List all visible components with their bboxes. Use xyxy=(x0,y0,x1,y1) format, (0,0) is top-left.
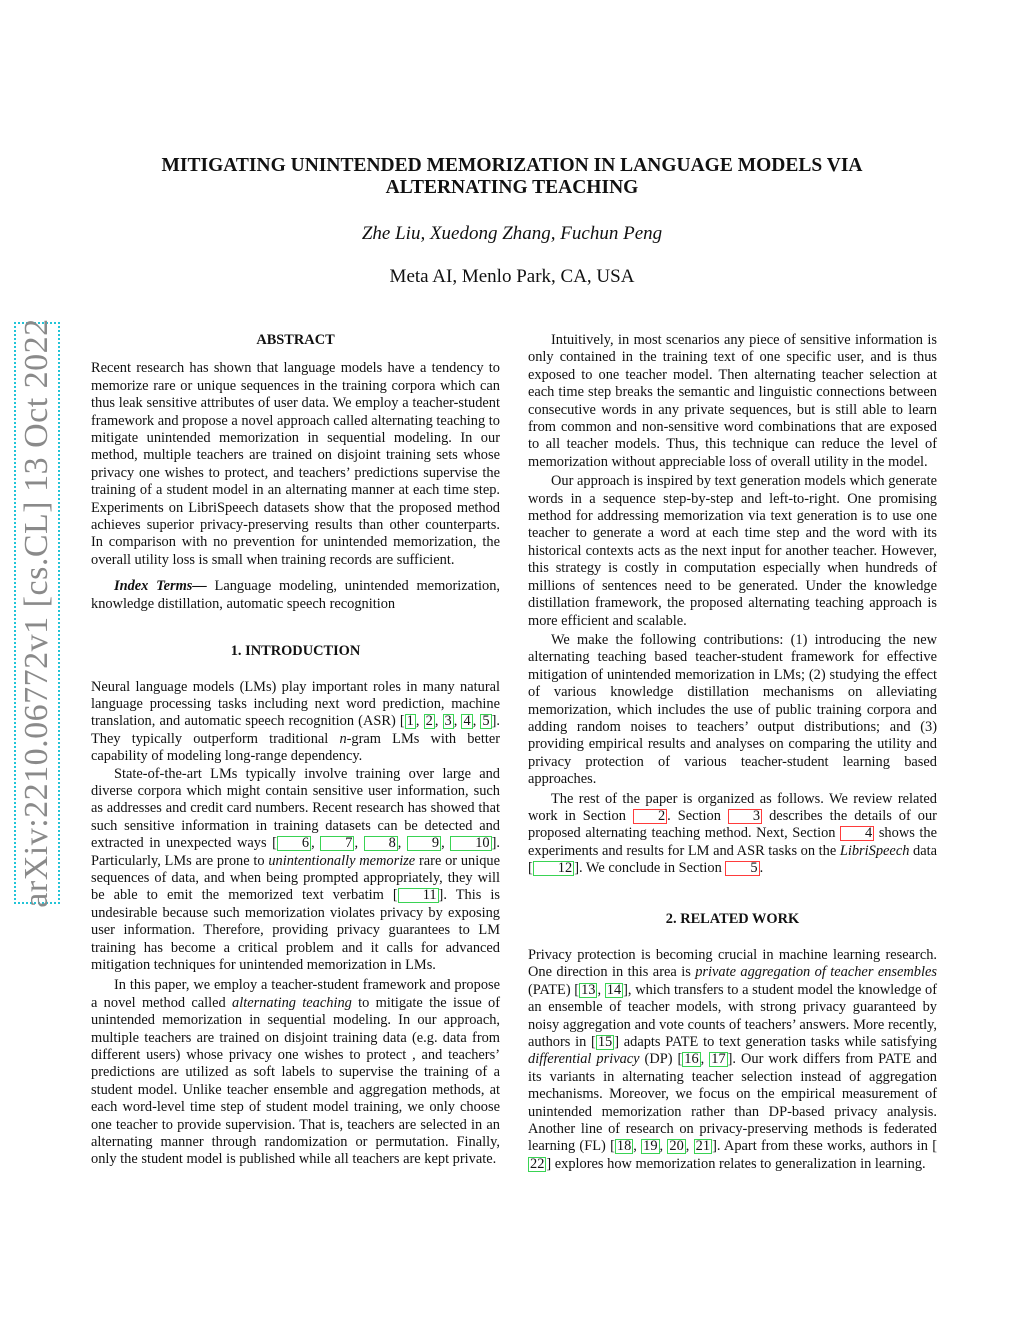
intro-heading: 1. INTRODUCTION xyxy=(230,643,361,660)
intro-paragraph-3: In this paper, we employ a teacher-student framework and propose a novel method called alternating teaching to mitigate the issue of unintended memorization in sequential modeling. In our approach, multiple teachers are trained on disjoint training data (e.g. data from different users) whose privacy one wishes to protect , and teachers’ predictions are utilized as soft labels to supervise the training of a student model. Unlike teacher ensemble and aggregation methods, at each word-level time step of student model training, we only choose one teacher to provide supervision. That is, teachers are selected in an alternating manner through randomization or permutation. Finally, only the student model is published while all teachers are kept private. xyxy=(91,977,501,1168)
citation-link[interactable]: 6 xyxy=(277,836,311,851)
right-column xyxy=(528,332,937,1173)
intro-paragraph-4: Intuitively, in most scenarios any piece of sensitive information is only contained in the training text of one specific user, and is thus exposed to one teacher model. Then alternating teacher selection at each time step breaks the semantic and linguistic connections between consecutive words in any private sequences, but is still able to learn from common and non-sensitive word combinations that are exposed to all teacher models. Thus, this technique can reduce the level of memorization without appreciable loss of overall utility in the model. xyxy=(528,332,937,470)
affiliation: Meta AI, Menlo Park, CA, USA xyxy=(389,266,635,287)
section-link[interactable]: 2 xyxy=(633,809,667,824)
citation-link[interactable]: 19 xyxy=(643,1138,658,1155)
arxiv-stamp xyxy=(14,318,60,908)
intro-paragraph-2: State-of-the-art LMs typically involve training over large and diverse corpora which might contain sensitive user information, such as addresses and credit card numbers. Recent research has showed that such sensitive information in training datasets can be detected and extracted in unexpected ways [ 6 , 7 , 8 , 9 , 10 ]. Particularly, LMs are prone to unintentionally memorize rare or unique sequences of data, and when being prompted appropriately, they will be able to emit the memorized text verbatim [ 11 ]. This is undesirable because such memorization violates privacy by exposing user information. Therefore, providing privacy guarantees to LM training has become a critical problem and it calls for advanced mitigation techniques for unintended memorization in LMs. xyxy=(91,765,501,973)
intro-paragraph-1: Neural language models (LMs) play important roles in many natural language processing tasks including next word prediction, machine translation, and automatic speech recognition (ASR) [ 1 , 2 , 3 , 4 , 5 ]. They typically outperform traditional n-gram LMs with better capability of modeling long-range dependency. xyxy=(91,678,501,765)
related-work-heading: 2. RELATED WORK xyxy=(665,910,800,927)
section-link[interactable]: 5 xyxy=(725,861,759,876)
citation-link[interactable]: 21 xyxy=(695,1138,711,1155)
citation-link[interactable]: 10 xyxy=(450,836,491,851)
title-line-2: ALTERNATING TEACHING xyxy=(385,177,639,198)
citation-link[interactable]: 7 xyxy=(320,836,354,851)
title-line-1: MITIGATING UNINTENDED MEMORIZATION IN LANGUAGE MODELS VIA xyxy=(161,155,863,176)
citation-link[interactable]: 5 xyxy=(482,713,490,730)
citation-link[interactable]: 12 xyxy=(533,861,574,876)
citation-link[interactable]: 13 xyxy=(581,981,596,998)
citation-link[interactable]: 4 xyxy=(463,713,471,730)
citation-link[interactable]: 1 xyxy=(406,713,414,730)
index-terms-text: Language modeling, unintended memorization, knowledge distillation, automatic speech recognition xyxy=(91,578,501,612)
citation-link[interactable]: 3 xyxy=(444,713,452,730)
index-terms xyxy=(91,578,500,613)
abstract-text: Recent research has shown that language models have a tendency to memorize rare or unique sequences in the training corpora which can thus leak sensitive attributes of user data. We employ a teacher-student framework and propose a novel approach called alternating teaching to mitigate unintended memorization in sequential modeling. In our method, multiple teachers are trained on disjoint training sets whose privacy one wishes to protect, and teachers’ predictions supervise the training of a student model in an alternating manner at each time step. Experiments on LibriSpeech datasets show that the proposed method achieves superior privacy-preserving results than other counterparts. In comparison with no prevention for unintended memorization, the overall utility loss is small when training records are sufficient. xyxy=(91,360,500,568)
citation-link[interactable]: 22 xyxy=(530,1155,545,1172)
citation-link[interactable]: 16 xyxy=(684,1051,699,1068)
intro-paragraph-5: Our approach is inspired by text generation models which generate words in a sequence step-by-step and left-to-right. One promising method for addressing memorization via text generation is to use one teacher to generate a word at each time step and the word with its historical contexts acts as the next input for another teacher. However, this strategy is costly in computation especially when hundreds of millions of sentences need to be generated. Under the knowledge distillation framework, the proposed alternating teaching approach is more efficient and scalable. xyxy=(528,473,937,629)
authors: Zhe Liu, Xuedong Zhang, Fuchun Peng xyxy=(361,223,663,244)
citation-link[interactable]: 20 xyxy=(669,1138,684,1155)
citation-link[interactable]: 2 xyxy=(425,713,433,730)
citation-link[interactable]: 9 xyxy=(407,836,441,851)
arxiv-stamp-text: arXiv:2210.06772v1 [cs.CL] 13 Oct 2022 xyxy=(18,318,55,908)
intro-paragraph-7: The rest of the paper is organized as follows. We review related work in Section 2 . Section 3 describes the details of our proposed alternating teaching method. Next, Section 4 shows the experiments and results for LM and ASR tasks on the LibriSpeech data [ 12 ]. We conclude in Section 5 . xyxy=(528,790,937,877)
abstract-heading: ABSTRACT xyxy=(256,332,335,348)
left-column xyxy=(91,332,500,1169)
citation-link[interactable]: 8 xyxy=(364,836,398,851)
citation-link[interactable]: 15 xyxy=(597,1034,613,1051)
citation-link[interactable]: 11 xyxy=(398,888,439,903)
related-paragraph-1: Privacy protection is becoming crucial in machine learning research. One direction in this area is private aggregation of teacher ensembles (PATE) [ 13 , 14 ], which transfers to a student model the knowledge of an ensemble of teacher models, with strong privacy guaranteed by noisy aggregation and vote counts of teachers’ answers. More recently, authors in [ 15 ] adapts PATE to text generation tasks while satisfying differential privacy (DP) [ 16 , 17 ]. Our work differs from PATE and its variants in alternating teacher selection instead of aggregation mechanisms. Moreover, we focus on the empirical measurement of unintended memorization rather than DP-based privacy analysis. Another line of research on privacy-preserving methods is federated learning (FL) [ 18 , 19 , 20 , 21 ]. Apart from these works, authors in [22 ] explores how memorization relates to generalization in learning. xyxy=(528,947,937,1172)
section-link[interactable]: 4 xyxy=(840,826,874,841)
index-terms-label: Index Terms— xyxy=(114,578,207,595)
citation-link[interactable]: 14 xyxy=(606,981,622,998)
section-link[interactable]: 3 xyxy=(728,809,762,824)
intro-paragraph-6: We make the following contributions: (1) introducing the new alternating teaching based teacher-student framework for effective mitigation of unintended memorization in LMs; (2) studying the effect of various knowledge distillation mechanisms on alleviating memorization, which includes the use of public training corpora and adding random noises to teachers’ output distributions; and (3) providing empirical results and analyses on comparing the utility and privacy protection of various teacher-student learning based approaches. xyxy=(528,631,937,788)
citation-link[interactable]: 17 xyxy=(711,1051,726,1068)
citation-link[interactable]: 18 xyxy=(616,1138,632,1155)
paper-title xyxy=(90,155,934,199)
